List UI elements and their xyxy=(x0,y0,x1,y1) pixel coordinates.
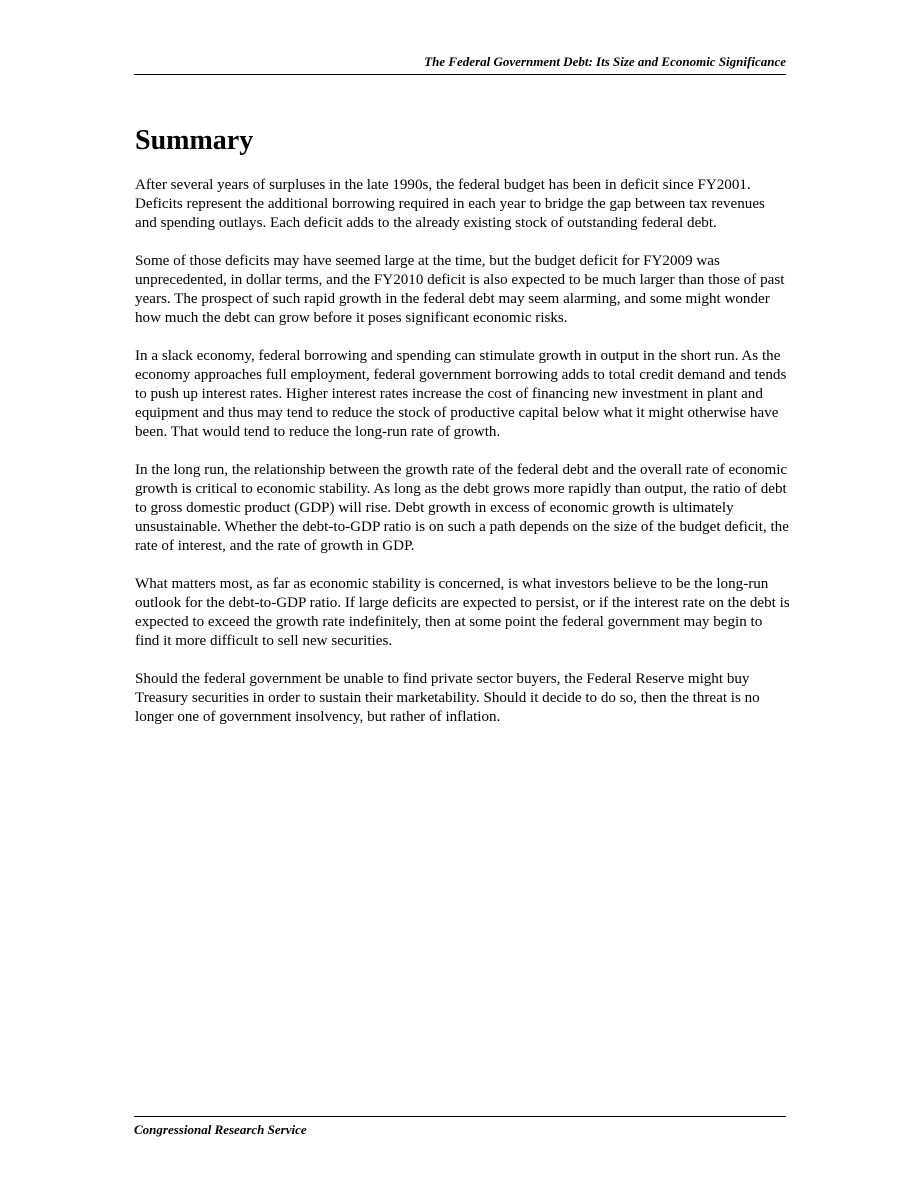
running-header: The Federal Government Debt: Its Size and Economic Significance xyxy=(134,52,786,75)
paragraph-1: After several years of surpluses in the late 1990s, the federal budget has been in deficit since FY2001. Deficits represent the additional borrowing required in each year to bridge the gap between tax revenues and spending outlays. Each deficit adds to the already existing stock of outstanding federal debt. xyxy=(135,177,765,231)
paragraph-3: In a slack economy, federal borrowing and spending can stimulate growth in output in the short run. As the economy approaches full employment, federal government borrowing adds to total credit demand and tends to push up interest rates. Higher interest rates increase the cost of financing new investment in plant and equipment and thus may tend to reduce the stock of productive capital below what it might otherwise have been. That would tend to reduce the long-run rate of growth. xyxy=(135,348,787,440)
paragraph-5: What matters most, as far as economic stability is concerned, is what investors believe to be the long-run outlook for the debt-to-GDP ratio. If large deficits are expected to persist, or if the interest rate on the debt is expected to exceed the growth rate indefinitely, then at some point the federal government may begin to find it more difficult to sell new securities. xyxy=(135,576,790,649)
paragraph-4: In the long run, the relationship between the growth rate of the federal debt and the overall rate of economic growth is critical to economic stability. As long as the debt grows more rapidly than output, the ratio of debt to gross domestic product (GDP) will rise. Debt growth in excess of economic growth is ultimately unsustainable. Whether the debt-to-GDP ratio is on such a path depends on the size of the budget deficit, the rate of interest, and the rate of growth in GDP. xyxy=(135,462,789,554)
paragraph-6: Should the federal government be unable to find private sector buyers, the Federal Reserve might buy Treasury securities in order to sustain their marketability. Should it decide to do so, then the threat is no longer one of government insolvency, but rather of inflation. xyxy=(135,671,760,725)
page-title: Summary xyxy=(135,125,254,156)
body-text xyxy=(135,176,790,746)
paragraph-2: Some of those deficits may have seemed large at the time, but the budget deficit for FY2009 was unprecedented, in dollar terms, and the FY2010 deficit is also expected to be much larger than those of past years. The prospect of such rapid growth in the federal debt may seem alarming, and some might wonder how much the debt can grow before it poses significant economic risks. xyxy=(135,253,785,326)
running-footer: Congressional Research Service xyxy=(134,1116,786,1139)
